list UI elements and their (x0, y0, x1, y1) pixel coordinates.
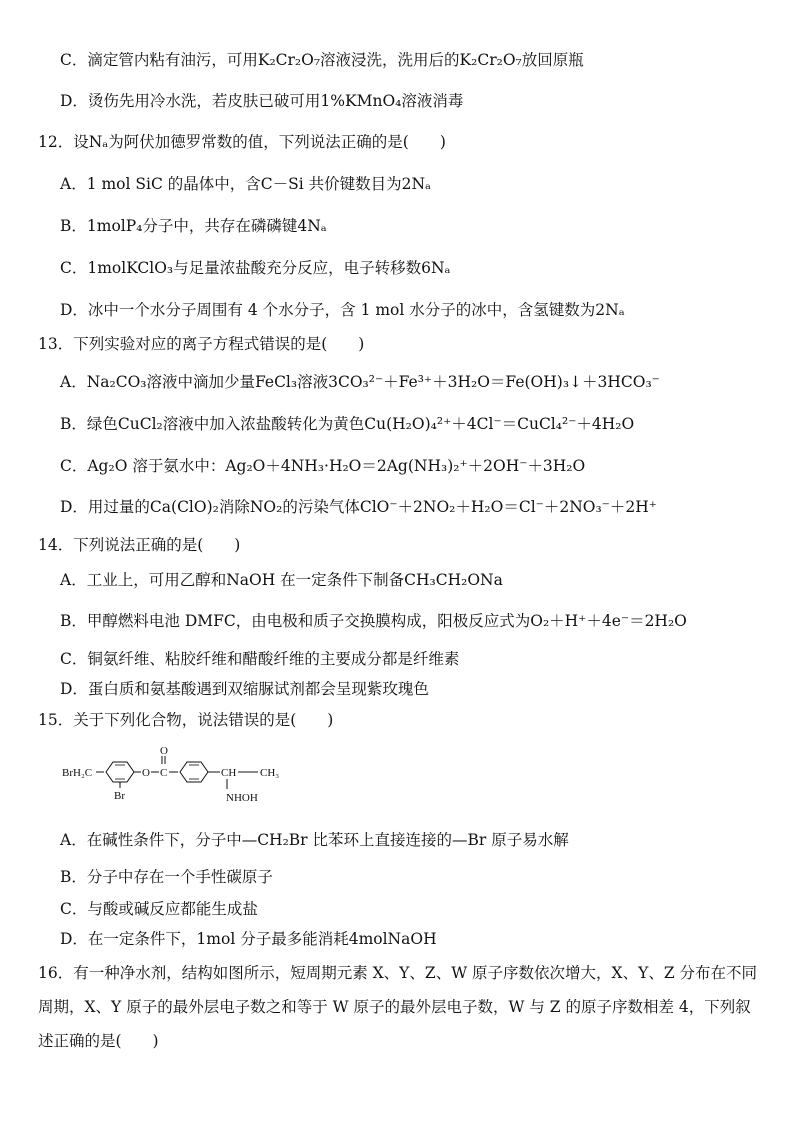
struct-ring-bromine: Br (114, 790, 125, 802)
structure-drawing (60, 742, 300, 837)
q12-stem: 12．设Nₐ为阿伏加德罗常数的值，下列说法正确的是( ) (38, 133, 446, 151)
q13-option-d: D．用过量的Ca(ClO)₂消除NO₂的污染气体ClO⁻＋2NO₂＋H₂O＝Cl⁻＋2NO₃⁻＋2H⁺ (60, 498, 657, 516)
q14-option-d: D．蛋白质和氨基酸遇到双缩脲试剂都会呈现紫玫瑰色 (60, 680, 429, 698)
struct-ch3: CH₃ (260, 767, 280, 779)
q12-option-c: C．1molKClO₃与足量浓盐酸充分反应，电子转移数6Nₐ (60, 259, 451, 277)
q13-stem: 13．下列实验对应的离子方程式错误的是( ) (38, 335, 365, 353)
q11-option-d: D．烫伤先用冷水洗，若皮肤已破可用1%KMnO₄溶液消毒 (60, 92, 464, 110)
q12-option-b: B．1molP₄分子中，共存在磷磷键4Nₐ (60, 217, 327, 235)
q14-option-a: A．工业上，可用乙醇和NaOH 在一定条件下制备CH₃CH₂ONa (60, 571, 503, 589)
q15-stem: 15．关于下列化合物，说法错误的是( ) (38, 711, 334, 729)
q14-option-c: C．铜氨纤维、粘胶纤维和醋酸纤维的主要成分都是纤维素 (60, 650, 460, 668)
struct-nhoh: NHOH (226, 792, 258, 804)
q15-option-c: C．与酸或碱反应都能生成盐 (60, 900, 258, 918)
q12-option-d: D．冰中一个水分子周围有 4 个水分子，含 1 mol 水分子的冰中，含氢键数为2Nₐ (60, 301, 625, 319)
q13-option-a: A．Na₂CO₃溶液中滴加少量FeCl₃溶液3CO₃²⁻＋Fe³⁺＋3H₂O＝Fe(OH)₃↓＋3HCO₃⁻ (60, 373, 660, 391)
struct-carbonyl-carbon: C (160, 767, 168, 779)
struct-ch: CH (221, 767, 237, 779)
q15-option-d: D．在一定条件下，1mol 分子最多能消耗4molNaOH (60, 930, 437, 948)
q14-stem: 14．下列说法正确的是( ) (38, 536, 241, 554)
q15-option-a: A．在碱性条件下，分子中—CH₂Br 比苯环上直接连接的—Br 原子易水解 (60, 831, 569, 849)
q13-option-c: C．Ag₂O 溶于氨水中：Ag₂O＋4NH₃·H₂O＝2Ag(NH₃)₂⁺＋2OH⁻＋3H₂O (60, 457, 586, 475)
q12-option-a: A．1 mol SiC 的晶体中，含C－Si 共价键数目为2Nₐ (60, 175, 432, 193)
q11-option-c: C．滴定管内粘有油污，可用K₂Cr₂O₇溶液浸洗，洗用后的K₂Cr₂O₇放回原瓶 (60, 51, 584, 69)
q14-option-b: B．甲醇燃料电池 DMFC，由电极和质子交换膜构成，阳极反应式为O₂＋H⁺＋4e⁻＝2H₂O (60, 612, 687, 630)
compound-structure (60, 742, 300, 837)
struct-carbonyl-oxygen: O (160, 745, 168, 757)
q13-option-b: B．绿色CuCl₂溶液中加入浓盐酸转化为黄色Cu(H₂O)₄²⁺＋4Cl⁻＝CuCl₄²⁻＋4H₂O (60, 415, 635, 433)
q16-stem: 16．有一种净水剂，结构如图所示，短周期元素 X、Y、Z、W 原子序数依次增大，X、Y、Z 分布在不同周期，X、Y 原子的最外层电子数之和等于 W 原子的最外层电子数，W 与 Z 的原子序数相差 4，下列叙述正确的是( ) (38, 964, 758, 1050)
struct-left-group: BrH₂C (62, 767, 93, 779)
struct-ester-oxygen: O (142, 767, 150, 779)
q15-option-b: B．分子中存在一个手性碳原子 (60, 868, 273, 886)
